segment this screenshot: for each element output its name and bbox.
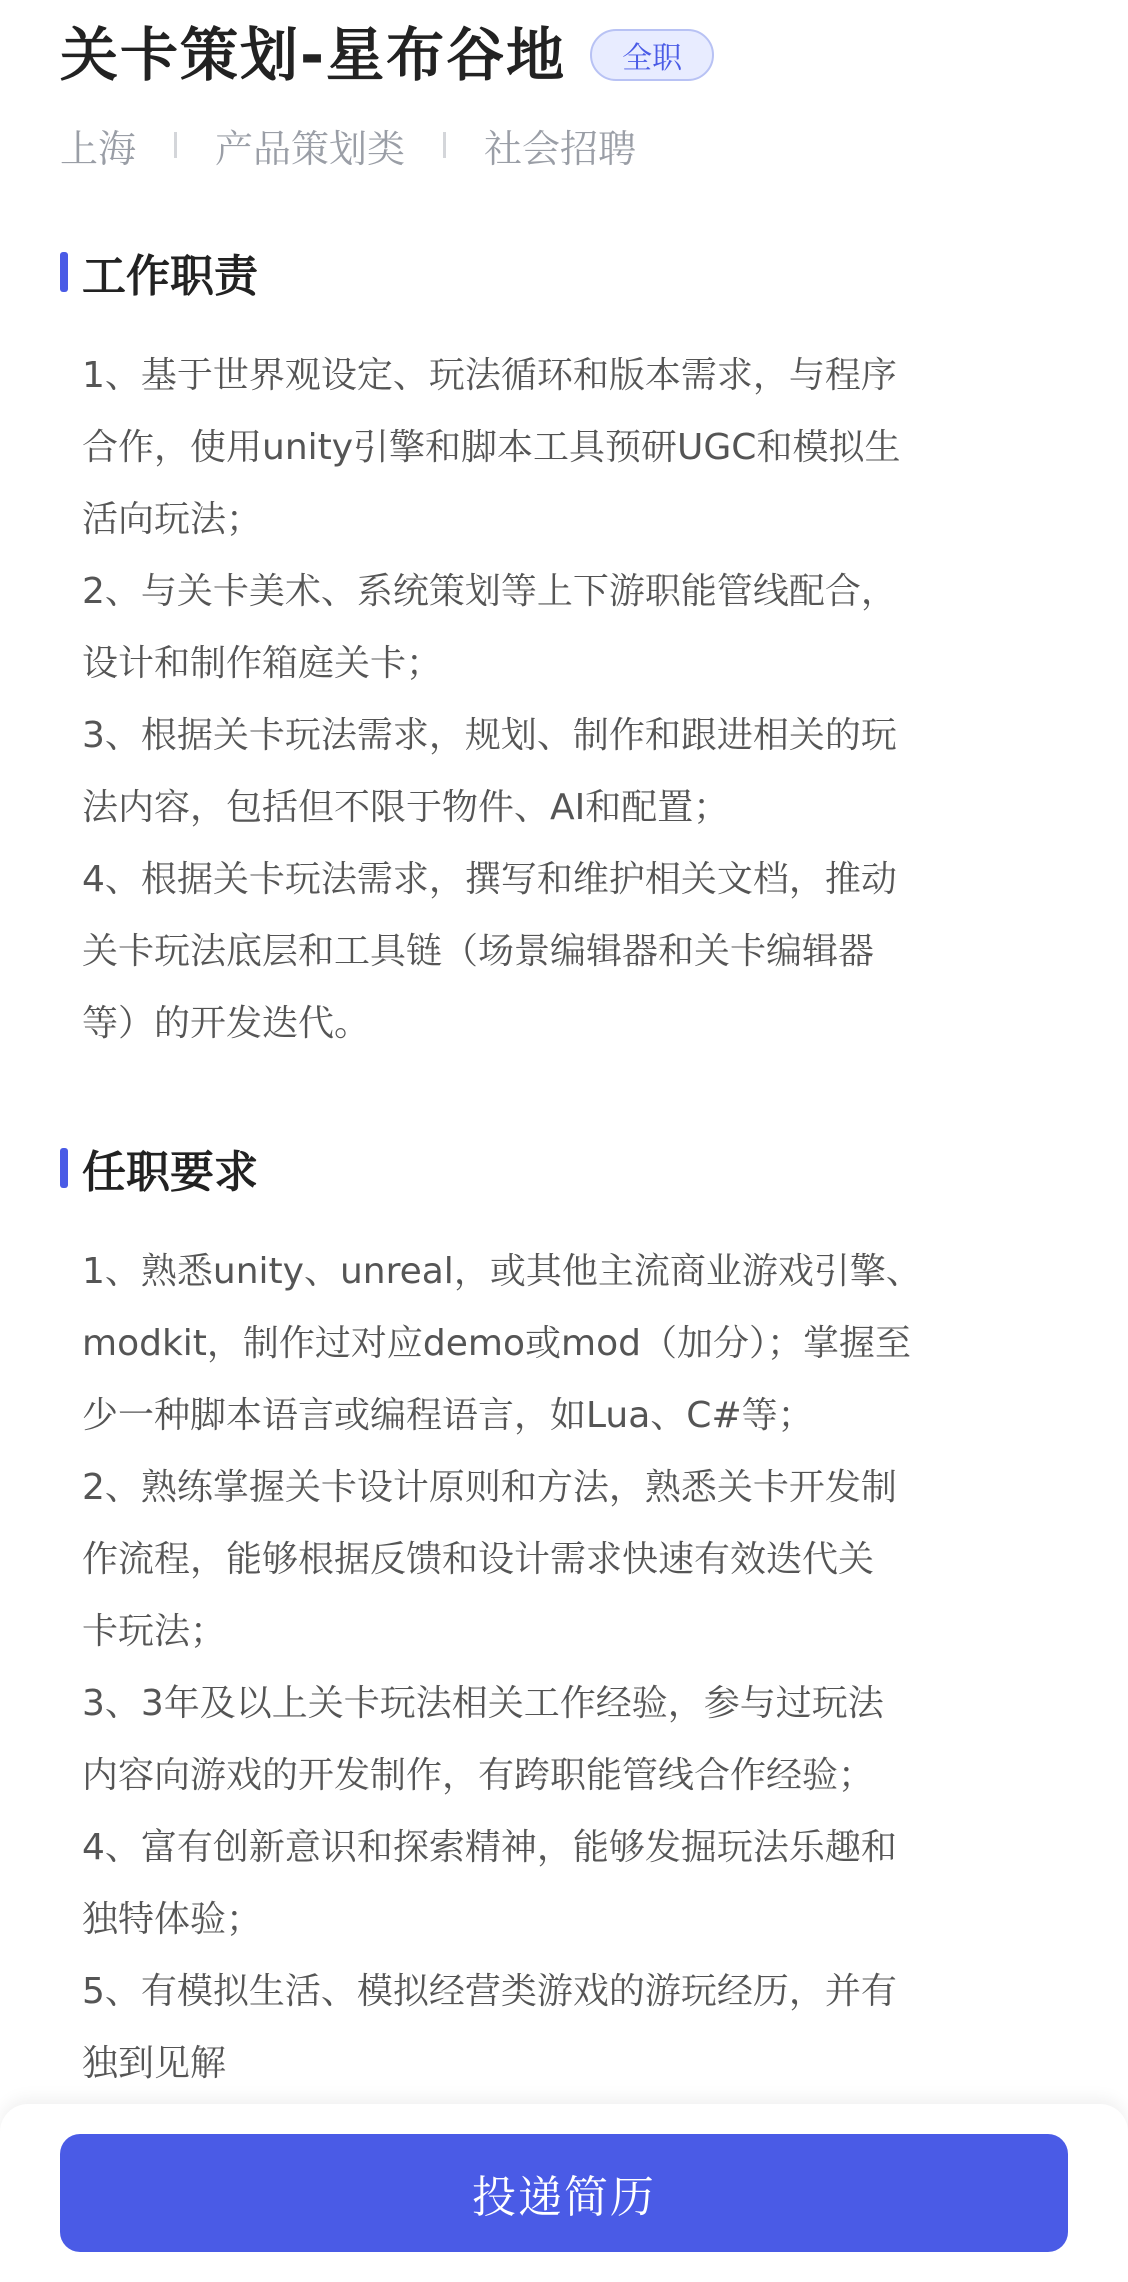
text-line: 卡玩法； <box>82 1611 227 1652</box>
text-line: 活向玩法； <box>82 499 263 540</box>
text-line: 独特体验； <box>82 1899 263 1940</box>
section-header <box>60 1138 1068 1198</box>
requirements-section <box>60 1138 1068 2100</box>
requirements-body <box>60 1236 1068 2100</box>
job-category: 产品策划类 <box>215 126 406 171</box>
text-line: 4、富有创新意识和探索精神，能够发掘玩法乐趣和 <box>82 1827 897 1868</box>
text-line: 3、3年及以上关卡玩法相关工作经验，参与过玩法 <box>82 1683 884 1724</box>
text-line: 5、有模拟生活、模拟经营类游戏的游玩经历，并有 <box>82 1971 897 2012</box>
text-line: 2、与关卡美术、系统策划等上下游职能管线配合， <box>82 571 897 612</box>
text-line: 等）的开发迭代。 <box>82 1003 371 1044</box>
text-line: 1、熟悉unity、unreal，或其他主流商业游戏引擎、 <box>82 1251 922 1292</box>
text-line: 关卡玩法底层和工具链（场景编辑器和关卡编辑器 <box>82 931 875 972</box>
apply-resume-button[interactable]: 投递简历 <box>60 2134 1068 2252</box>
section-accent-bar <box>60 1148 68 1188</box>
text-line: 设计和制作箱庭关卡； <box>82 643 443 684</box>
text-line: 3、根据关卡玩法需求，规划、制作和跟进相关的玩 <box>82 715 897 756</box>
section-title: 任职要求 <box>82 1147 258 1198</box>
text-line: 少一种脚本语言或编程语言，如Lua、C#等； <box>82 1395 814 1436</box>
text-line: 作流程，能够根据反馈和设计需求快速有效迭代关 <box>82 1539 875 1580</box>
responsibilities-body <box>60 340 1068 1060</box>
responsibilities-section <box>60 242 1068 1060</box>
title-row <box>60 0 1068 110</box>
section-accent-bar <box>60 252 68 292</box>
text-line: 独到见解 <box>82 2043 227 2084</box>
text-line: 内容向游戏的开发制作，有跨职能管线合作经验； <box>82 1755 875 1796</box>
text-line: 4、根据关卡玩法需求，撰写和维护相关文档，推动 <box>82 859 897 900</box>
text-line: modkit，制作过对应demo或mod（加分）；掌握至 <box>82 1323 911 1364</box>
job-title: 关卡策划-星布谷地 <box>60 21 567 89</box>
recruitment-type: 社会招聘 <box>484 126 637 171</box>
text-line: 合作，使用unity引擎和脚本工具预研UGC和模拟生 <box>82 427 901 468</box>
text-line: 2、熟练掌握关卡设计原则和方法，熟悉关卡开发制 <box>82 1467 897 1508</box>
bottom-action-bar <box>0 2104 1128 2282</box>
section-header <box>60 242 1068 302</box>
meta-divider <box>174 132 177 158</box>
text-line: 法内容，包括但不限于物件、AI和配置； <box>82 787 730 828</box>
job-meta <box>60 110 1068 180</box>
job-location: 上海 <box>60 126 137 171</box>
text-line: 1、基于世界观设定、玩法循环和版本需求，与程序 <box>82 355 897 396</box>
section-title: 工作职责 <box>82 251 258 302</box>
meta-divider <box>443 132 446 158</box>
employment-type-badge: 全职 <box>590 29 714 81</box>
